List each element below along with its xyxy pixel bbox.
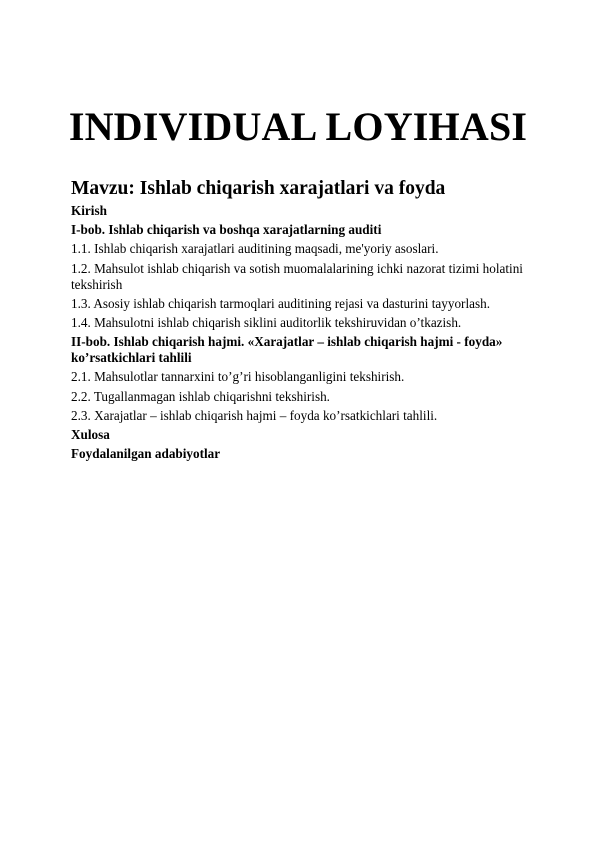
toc-item-conclusion: Xulosa (71, 426, 110, 442)
toc-section-1-2: 1.2. Mahsulot ishlab chiqarish va sotish muomalalarining ichki nazorat tizimi holatini tekshirish (71, 260, 523, 292)
document-content (71, 176, 541, 465)
toc-section-2-1: 2.1. Mahsulotlar tannarxini to’g’ri hisoblanganligini tekshirish. (71, 369, 405, 385)
toc-chapter-2: II-bob. Ishlab chiqarish hajmi. «Xarajatlar – ishlab chiqarish hajmi - foyda» ko’rsatkichlari tahlili (71, 334, 503, 366)
toc-section-2-2: 2.2. Tugallanmagan ishlab chiqarishni tekshirish. (71, 388, 330, 404)
toc-chapter-1: I-bob. Ishlab chiqarish va boshqa xarajatlarning auditi (71, 222, 382, 238)
toc-section-2-3: 2.3. Xarajatlar – ishlab chiqarish hajmi – foyda ko’rsatkichlari tahlili. (71, 407, 438, 423)
toc-section-1-4: 1.4. Mahsulotni ishlab chiqarish siklini auditorlik tekshiruvidan o’tkazish. (71, 314, 462, 330)
toc-section-1-3: 1.3. Asosiy ishlab chiqarish tarmoqlari auditining rejasi va dasturini tayyorlash. (71, 295, 490, 311)
topic-heading: Mavzu: Ishlab chiqarish xarajatlari va foyda (71, 178, 446, 199)
toc-section-1-1: 1.1. Ishlab chiqarish xarajatlari auditining maqsadi, me'yoriy asoslari. (71, 241, 439, 257)
toc-item-references: Foydalanilgan adabiyotlar (71, 446, 221, 462)
document-title: INDIVIDUAL LOYIHASI (68, 104, 528, 149)
toc-item-introduction: Kirish (71, 203, 107, 218)
